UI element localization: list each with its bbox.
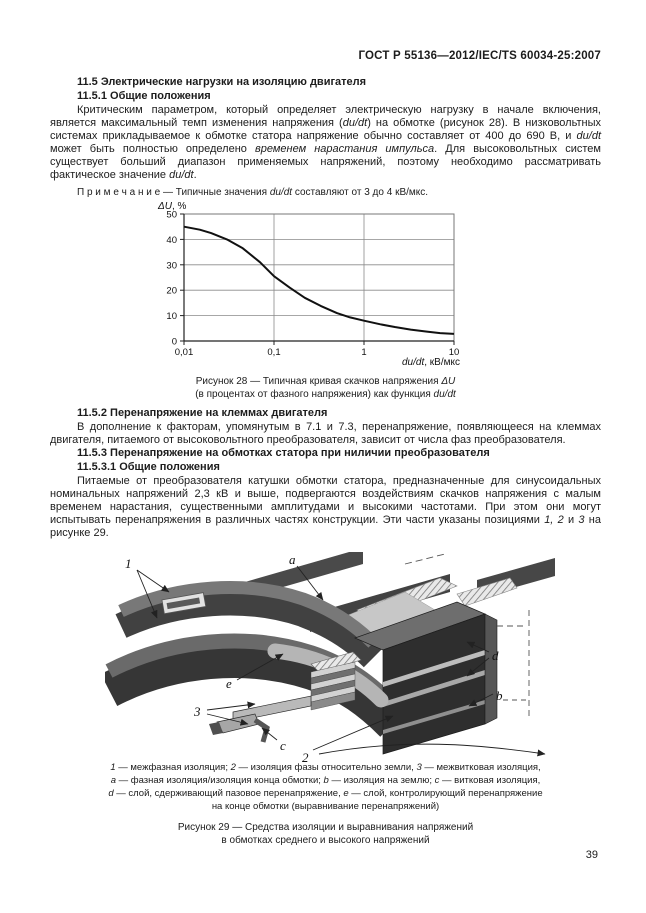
figure-29-caption <box>50 821 601 847</box>
figure-29 <box>105 552 601 777</box>
figure-28-caption-line2: (в процентах от фазного напряжения) как функция du/dt <box>195 389 456 400</box>
y-tick-label: 20 <box>166 285 177 297</box>
section-heading-11-5-3: 11.5.3 Перенапряжение на обмотках статора при ниличии преобразователя <box>77 447 490 459</box>
x-tick-label: 10 <box>448 347 460 358</box>
figure-28-caption-line1: Рисунок 28 — Типичная кривая скачков напряжения ΔU <box>195 376 456 387</box>
x-tick-label: 1 <box>361 347 367 358</box>
y-tick-label: 30 <box>166 260 177 272</box>
legend-line-3: d — слой, сдерживающий пазовое перенапряжение, e — слой, контролирующий перенапряжение <box>108 788 543 799</box>
section-heading-11-5-3-1: 11.5.3.1 Общие положения <box>77 461 220 473</box>
slot-block-side-sliver <box>485 614 497 724</box>
x-tick-label: 0,01 <box>174 347 194 358</box>
figure-28 <box>142 202 601 371</box>
callout-e: e <box>226 676 232 691</box>
hidden-outline <box>405 554 445 564</box>
y-tick-label: 10 <box>166 311 177 323</box>
figure-29-caption-line1: Рисунок 29 — Средства изоляции и выравнивания напряжений <box>177 822 474 833</box>
voltage-surge-chart <box>142 202 502 368</box>
figure-29-legend <box>50 761 601 813</box>
callout-a: a <box>289 552 296 567</box>
x-axis-label: du/dt, кВ/мкс <box>402 357 460 368</box>
section-heading-11-5-2: 11.5.2 Перенапряжение на клеммах двигателя <box>77 407 328 419</box>
y-tick-label: 0 <box>171 336 177 348</box>
section-heading-11-5: 11.5 Электрические нагрузки на изоляцию двигателя <box>77 76 367 88</box>
y-tick-label: 50 <box>166 209 177 221</box>
callout-2: 2 <box>302 750 309 765</box>
legend-line-1: 1 — межфазная изоляция; 2 — изоляция фазы относительно земли, 3 — межвитковая изоляция, <box>110 762 541 773</box>
figure-28-caption <box>50 375 601 401</box>
figure-29-caption-line2: в обмотках среднего и высокого напряжений <box>221 835 430 846</box>
document-number: ГОСТ Р 55136—2012/IEC/TS 60034-25:2007 <box>358 50 601 62</box>
du-dt-curve <box>184 227 454 334</box>
callout-1: 1 <box>125 556 132 571</box>
callout-b: b <box>496 688 503 703</box>
paragraph-11-5-2: В дополнение к факторам, упомянутым в 7.1 и 7.3, перенапряжение, появляющееся на клеммах двигателя, питаемого от высоковольтного преобразователя, зависит от числа фаз преобразователя. <box>50 421 601 446</box>
paragraph-11-5-3-1: Питаемые от преобразователя катушки обмотки статора, предназначенные для синусоидальных номинальных напряжений 2,3 кВ и выше, подвергаются воздействиям скачков напряжения с малым временем нарастания, существенными амплитудами и высокими частотами. При этом они могут испытывать перенапряжения в различных частях конструкции. Эти части указаны позициями 1, 2 и 3 на рисунке 29. <box>50 475 602 539</box>
legend-line-4: на конце обмотки (выравнивание перенапряжений) <box>211 801 440 812</box>
y-tick-label: 40 <box>166 234 177 246</box>
x-tick-label: 0,1 <box>267 347 281 358</box>
section-heading-11-5-1: 11.5.1 Общие положения <box>77 90 211 102</box>
motor-winding-insulation-diagram <box>105 552 555 774</box>
callout-c: c <box>280 738 286 753</box>
callout-d: d <box>492 648 499 663</box>
page-number: 39 <box>585 849 598 861</box>
y-axis-label: ΔU, % <box>158 202 187 212</box>
paragraph-11-5-1: Критическим параметром, который определяет электрическую нагрузку в начале включения, является максимальный темп изменения напряжения (du/dt) на обмотке (рисунок 28). В низковольтных системах прикладываемое к обмотке статора напряжение обычно составляет от 400 до 690 В, и du/dt может быть полностью определено временем нарастания импульса. Для высоковольтных систем существует больший диапазон применяемых напряжений, поэтому необходимо рассматривать фактическое значение du/dt. <box>50 104 601 181</box>
note-text: П р и м е ч а н и е — Типичные значения du/dt составляют от 3 до 4 кВ/мкс. <box>77 187 429 198</box>
legend-line-2: a — фазная изоляция/изоляция конца обмотки; b — изоляция на землю; c — витковая изоляция, <box>110 775 541 786</box>
callout-3: 3 <box>194 704 201 719</box>
